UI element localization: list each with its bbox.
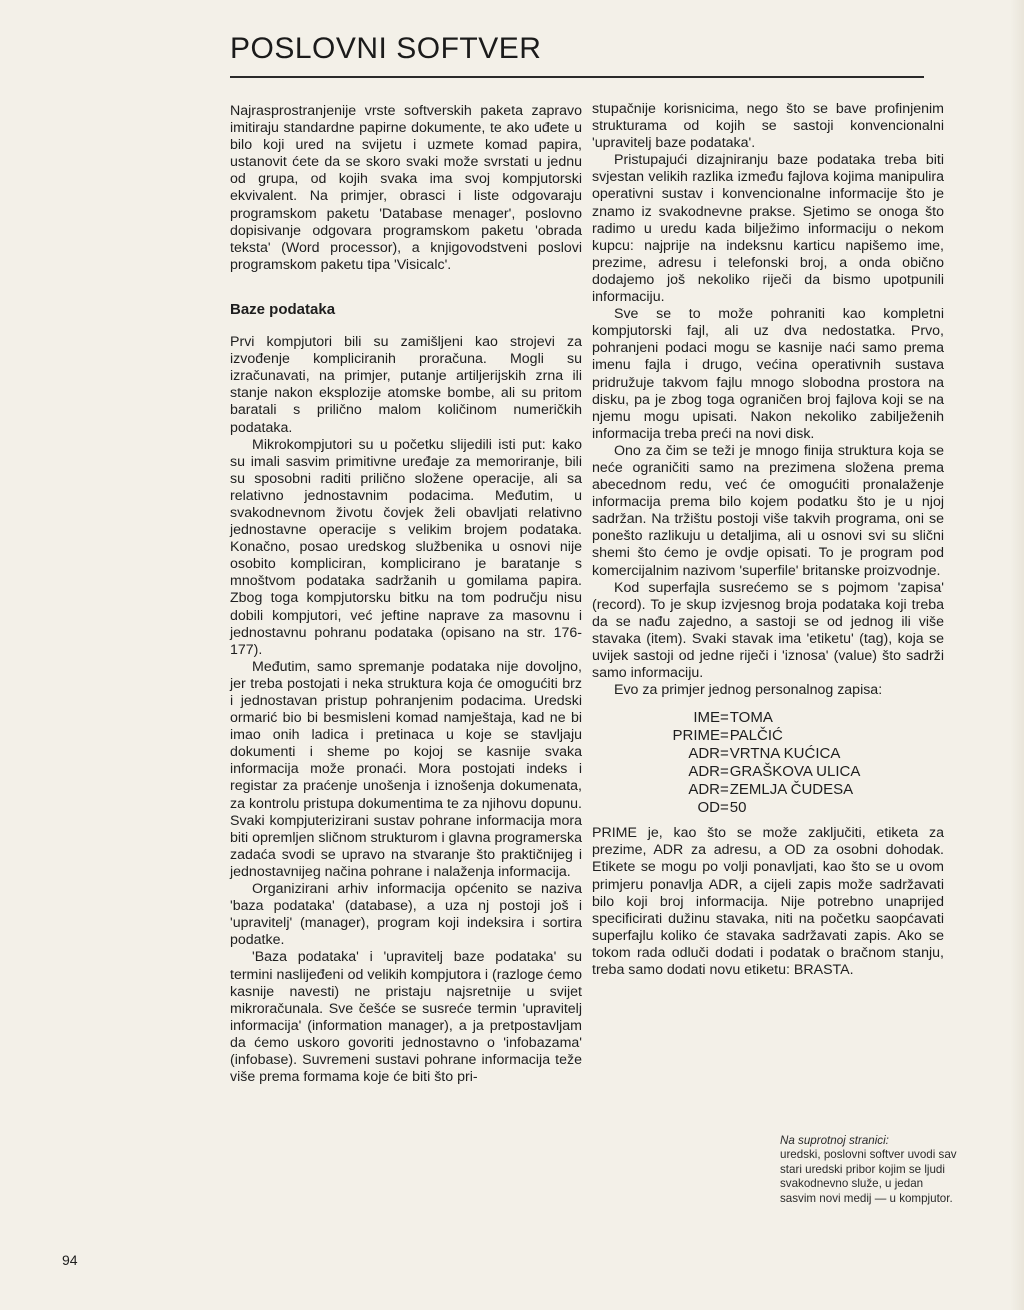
paragraph: Ono za čim se teži je mnogo finija struktura koja se neće ograničiti samo na prezimena složena prema abecednom redu, već će omogućiti pronalaženje informacija prema bilo kojem podatku što je u njoj sadržan. Na tržištu postoji više takvih programa, oni se ponešto razlikuju u detaljima, ali u osnovi svi su slični shemi što ćemo je ovdje opisati. To je program pod komercijalnim nazivom 'superfile' britanske proizvodnje. — [592, 442, 944, 579]
paragraph: Međutim, samo spremanje podataka nije dovoljno, jer treba postojati i neka struktura koja će omogućiti brz i jednostavan pristup pohranjenim podacima. Uredski ormarić bio bi besmisleni komad namještaja, kad ne bi imao onih ladica i pretinaca u koje se stavljaju dokumenti i sheme po kojoj se kasnije svaka informacija može pronaći. Mora postojati indeks i registar za praćenje unošenja i iznošenja dokumenata, za kontrolu pristupa dokumentima te za njihovu dopunu. Svaki kompjuterizirani sustav pohrane informacija mora biti opremljen sličnom strukturom i glavna programerska zadaća svodi se upravo na stvaranje što praktičnijeg i jednostavnijeg načina pohrane i nalaženja informacija. — [230, 658, 582, 880]
record-tag: OD — [697, 799, 720, 817]
left-column — [230, 103, 582, 1086]
record-item — [592, 763, 944, 781]
page-number: 94 — [62, 1252, 78, 1268]
page-title: POSLOVNI SOFTVER — [230, 32, 542, 65]
record-item — [592, 727, 944, 745]
paragraph: Organizirani arhiv informacija općenito se naziva 'baza podataka' (database), a uza nj postoji još i 'upravitelj' (manager), program koji indeksira i sortira podatke. — [230, 881, 582, 949]
example-record — [592, 709, 944, 817]
record-tag: PRIME — [672, 727, 720, 745]
record-value: VRTNA KUĆICA — [729, 745, 841, 763]
record-item — [592, 799, 944, 817]
record-tag: ADR — [688, 781, 720, 799]
record-separator: = — [720, 727, 729, 745]
record-value: PALČIĆ — [729, 727, 783, 745]
paragraph: Kod superfajla susrećemo se s pojmom 'zapisa' (record). To je skup izvjesnog broja podataka koji treba da se nađu zajedno, a sastoji se od jednog ili više stavaka (item). Svaki stavak ima 'etiketu' (tag), koja se uvijek sastoji od jedne riječi i 'iznosa' (value) što sadrži samo informaciju. — [592, 579, 944, 682]
record-separator: = — [720, 745, 729, 763]
record-value: ZEMLJA ČUDESA — [729, 781, 854, 799]
section-heading: Baze podataka — [230, 300, 336, 318]
record-value: TOMA — [729, 709, 773, 727]
record-value: GRAŠKOVA ULICA — [729, 763, 861, 781]
record-tag: ADR — [688, 745, 720, 763]
record-tag: IME — [693, 709, 720, 727]
record-item — [592, 745, 944, 763]
caption-body: uredski, poslovni softver uvodi sav stari uredski pribor kojim se ljudi svakodnevno služe, u jedan sasvim novi medij — u kompjutor. — [780, 1148, 957, 1205]
page-edge-shadow — [1010, 0, 1024, 1310]
paragraph: stupačnije korisnicima, nego što se bave profinjenim strukturama od kojih se sastoji konvencionalni 'upravitelj baze podataka'. — [592, 101, 944, 152]
paragraph: 'Baza podataka' i 'upravitelj baze podataka' su termini naslijeđeni od velikih kompjutora i (razloge ćemo kasnije navesti) ne pristaju najsretnije u svijet mikroračunala. Sve češće se susreće termin 'upravitelj informacija' (information manager), a ja pretpostavljam da ćemo uskoro govoriti jednostavno o 'infobazama' (infobase). Suvremeni sustavi pohrane informacija teže više prema formama koje će biti što pri- — [230, 949, 582, 1086]
paragraph: Mikrokompjutori su u početku slijedili isti put: kako su imali sasvim primitivne uređaje za memoriranje, bili su sposobni raditi prilično složene operacije, ali sa relativno jednostavnim podacima. Međutim, u svakodnevnom životu čovjek želi obavljati relativno jednostavne operacije s velikim brojem podataka. Konačno, posao uredskog službenika u osnovi nije osobito kompliciran, komplicirano je baratanje s mnoštvom podataka sadržanih u gomilama papira. Zbog toga kompjutorsku bitku na tom području nisu dobili kompjutori, već jeftine naprave za masovnu i jednostavnu pohranu podataka (opisano na str. 176-177). — [230, 436, 582, 658]
title-rule — [230, 76, 924, 78]
record-separator: = — [720, 781, 729, 799]
figure-caption — [780, 1134, 958, 1206]
paragraph: Pristupajući dizajniranju baze podataka treba biti svjestan velikih razlika između fajlova kojima manipulira operativni sustav i konvencionalne informacije što je znamo iz svakodnevne prakse. Sjetimo se onoga što radimo u uredu kada bilježimo informaciju o nekom kupcu: najprije na indeksnu karticu napišemo ime, prezime, adresu i telefonski broj, a onda obično dodajemo još nekoliko riječi da bismo upotpunili informaciju. — [592, 152, 944, 306]
caption-heading: Na suprotnoj stranici: — [780, 1134, 889, 1147]
record-separator: = — [720, 709, 729, 727]
paragraph: Sve se to može pohraniti kao kompletni kompjutorski fajl, ali uz dva nedostatka. Prvo, pohranjeni podaci mogu se kasnije naći samo prema imenu fajla i drugo, većina operativnih sustava pridružuje takvom fajlu mnogo slobodna prostora na disku, pa je zbog toga ograničen broj fajlova koji se na njemu mogu upisati. Nakon nekoliko zabilježenih informacija treba preći na novi disk. — [592, 306, 944, 442]
record-separator: = — [720, 763, 729, 781]
paragraph: Prvi kompjutori bili su zamišljeni kao strojevi za izvođenje kompliciranih proračuna. Mogli su izračunavati, na primjer, putanje artiljerijskih zrna ili stanje nakon eksplozije atomske bombe, ali su pritom baratali s prilično malom količinom numeričkih podataka. — [230, 334, 582, 436]
record-item — [592, 709, 944, 727]
record-value: 50 — [729, 799, 747, 817]
paragraph: Najrasprostranjenije vrste softverskih paketa zapravo imitiraju standardne papirne dokumente, te ako uđete u bilo koji ured na svijetu i uzmete komad papira, ustanovit ćete da se skoro svaki može svrstati u jednu od grupa, od kojih svaka ima svoj kompjutorski ekvivalent. Na primjer, obrasci i liste odgovaraju programskom paketu 'Database menager', poslovno dopisivanje odgovara programskom paketu 'obrada teksta' (Word processor), a knjigovodstveni poslovi programskom paketu tipa 'Visicalc'. — [230, 103, 582, 273]
record-tag: ADR — [688, 763, 720, 781]
record-item — [592, 781, 944, 799]
paragraph: Evo za primjer jednog personalnog zapisa: — [614, 682, 883, 699]
record-separator: = — [720, 799, 729, 817]
paragraph: PRIME je, kao što se može zaključiti, etiketa za prezime, ADR za adresu, a OD za osobni dohodak. Etikete se mogu po volji ponavljati, kao što se u ovom primjeru ponavlja ADR, a cijeli zapis može sadržavati bilo koji broj informacija. Nije potrebno unaprijed specificirati dužinu stavaka, niti na početku saopćavati superfajlu koliko će stavaka sadržavati zapis. Ako se tokom rada odluči dodati i podatak o bračnom stanju, treba samo dodati novu etiketu: BRASTA. — [592, 825, 944, 979]
right-column — [592, 101, 944, 979]
